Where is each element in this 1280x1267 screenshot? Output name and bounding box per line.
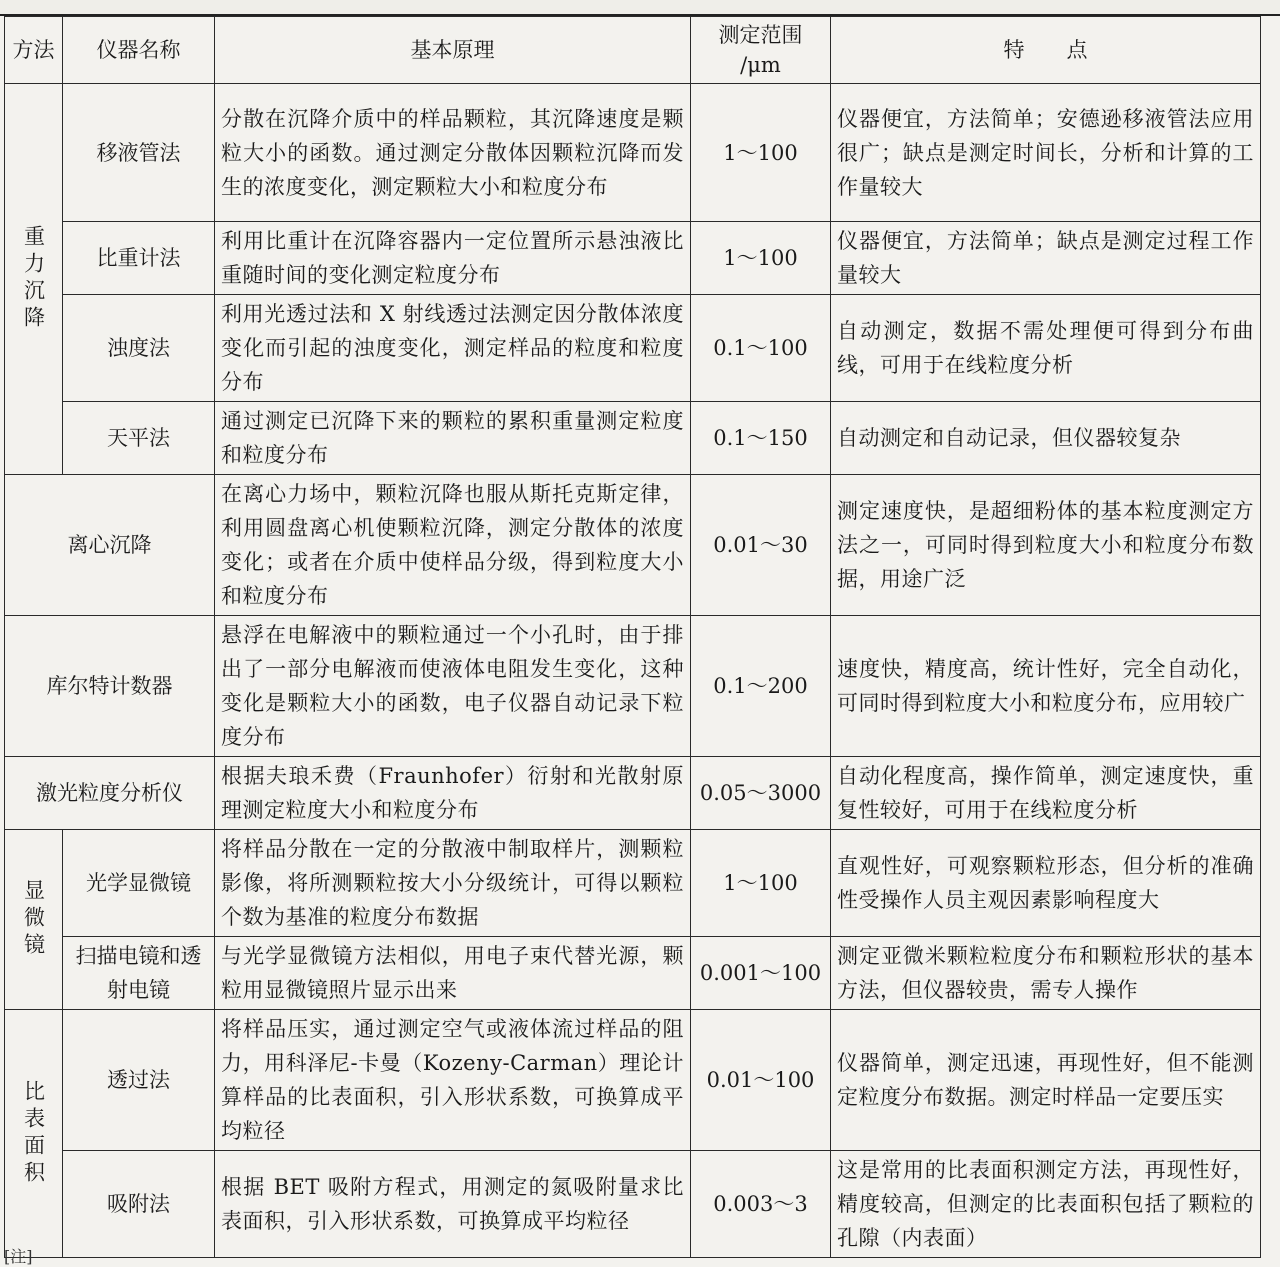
table-row <box>5 295 1261 402</box>
instrument-name: 光学显微镜 <box>63 830 215 937</box>
table-row <box>5 757 1261 830</box>
table-row <box>5 1010 1261 1151</box>
header-row <box>5 17 1261 84</box>
particle-size-instruments-table <box>4 16 1261 1266</box>
header-range-label: 测定范围 <box>718 23 803 47</box>
table-top-rule <box>0 0 1280 16</box>
header-instrument: 仪器名称 <box>63 17 215 84</box>
features-cell: 自动化程度高，操作简单，测定速度快，重复性较好，可用于在线粒度分析 <box>831 757 1261 830</box>
header-principle: 基本原理 <box>215 17 691 84</box>
principle-cell: 在离心力场中，颗粒沉降也服从斯托克斯定律，利用圆盘离心机使颗粒沉降，测定分散体的浓度变化；或者在介质中使样品分级，得到粒度大小和粒度分布 <box>215 475 691 616</box>
header-range-unit: /μm <box>740 53 781 77</box>
table-row <box>5 402 1261 475</box>
principle-cell: 根据 BET 吸附方程式，用测定的氮吸附量求比表面积，引入形状系数，可换算成平均粒径 <box>215 1151 691 1258</box>
instrument-name: 天平法 <box>63 402 215 475</box>
features-cell: 测定亚微米颗粒粒度分布和颗粒形状的基本方法，但仪器较贵，需专人操作 <box>831 937 1261 1010</box>
range-cell: 0.01～100 <box>691 1010 831 1151</box>
principle-cell: 将样品分散在一定的分散液中制取样片，测颗粒影像，将所测颗粒按大小分级统计，可得以颗粒个数为基准的粒度分布数据 <box>215 830 691 937</box>
instrument-name: 透过法 <box>63 1010 215 1151</box>
principle-cell: 根据夫琅禾费（Fraunhofer）衍射和光散射原理测定粒度大小和粒度分布 <box>215 757 691 830</box>
features-cell: 测定速度快，是超细粉体的基本粒度测定方法之一，可同时得到粒度大小和粒度分布数据，用途广泛 <box>831 475 1261 616</box>
table-row <box>5 937 1261 1010</box>
range-cell: 0.05～3000 <box>691 757 831 830</box>
header-method: 方法 <box>5 17 63 84</box>
instrument-name: 吸附法 <box>63 1151 215 1258</box>
features-cell: 仪器便宜，方法简单；安德逊移液管法应用很广；缺点是测定时间长，分析和计算的工作量较大 <box>831 84 1261 222</box>
instrument-name: 扫描电镜和透射电镜 <box>63 937 215 1010</box>
range-cell: 0.1～100 <box>691 295 831 402</box>
features-cell: 仪器简单，测定迅速，再现性好，但不能测定粒度分布数据。测定时样品一定要压实 <box>831 1010 1261 1151</box>
features-cell: 这是常用的比表面积测定方法，再现性好，精度较高，但测定的比表面积包括了颗粒的孔隙（内表面） <box>831 1151 1261 1258</box>
group-gravity-sedimentation: 重力沉降 <box>5 84 63 475</box>
principle-cell: 通过测定已沉降下来的颗粒的累积重量测定粒度和粒度分布 <box>215 402 691 475</box>
principle-cell: 利用光透过法和 X 射线透过法测定因分散体浓度变化而引起的浊度变化，测定样品的粒度和粒度分布 <box>215 295 691 402</box>
features-cell: 自动测定和自动记录，但仪器较复杂 <box>831 402 1261 475</box>
principle-cell: 分散在沉降介质中的样品颗粒，其沉降速度是颗粒大小的函数。通过测定分散体因颗粒沉降而发生的浓度变化，测定颗粒大小和粒度分布 <box>215 84 691 222</box>
principle-cell: 将样品压实，通过测定空气或液体流过样品的阻力，用科泽尼-卡曼（Kozeny-Carman）理论计算样品的比表面积，引入形状系数，可换算成平均粒径 <box>215 1010 691 1151</box>
instrument-name: 移液管法 <box>63 84 215 222</box>
features-cell: 仪器便宜，方法简单；缺点是测定过程工作量较大 <box>831 222 1261 295</box>
header-range <box>691 17 831 84</box>
instrument-name: 离心沉降 <box>5 475 215 616</box>
features-cell: 自动测定，数据不需处理便可得到分布曲线，可用于在线粒度分析 <box>831 295 1261 402</box>
range-cell: 1～100 <box>691 84 831 222</box>
range-cell: 0.01～30 <box>691 475 831 616</box>
instrument-name: 浊度法 <box>63 295 215 402</box>
principle-cell: 与光学显微镜方法相似，用电子束代替光源，颗粒用显微镜照片显示出来 <box>215 937 691 1010</box>
table-row <box>5 222 1261 295</box>
table-row <box>5 830 1261 937</box>
table-row <box>5 616 1261 757</box>
range-cell: 1～100 <box>691 830 831 937</box>
features-cell: 直观性好，可观察颗粒形态，但分析的准确性受操作人员主观因素影响程度大 <box>831 830 1261 937</box>
range-cell: 1～100 <box>691 222 831 295</box>
table-row <box>5 84 1261 222</box>
table-row <box>5 1151 1261 1258</box>
group-microscope: 显微镜 <box>5 830 63 1010</box>
principle-cell: 悬浮在电解液中的颗粒通过一个小孔时，由于排出了一部分电解液而使液体电阻发生变化，这种变化是颗粒大小的函数，电子仪器自动记录下粒度分布 <box>215 616 691 757</box>
table-row <box>5 475 1261 616</box>
range-cell: 0.1～150 <box>691 402 831 475</box>
instrument-name: 激光粒度分析仪 <box>5 757 215 830</box>
principle-cell: 利用比重计在沉降容器内一定位置所示悬浊液比重随时间的变化测定粒度分布 <box>215 222 691 295</box>
range-cell: 0.001～100 <box>691 937 831 1010</box>
range-cell: 0.1～200 <box>691 616 831 757</box>
footer-fragment: [注] <box>4 1247 33 1266</box>
instrument-name: 库尔特计数器 <box>5 616 215 757</box>
features-cell: 速度快，精度高，统计性好，完全自动化，可同时得到粒度大小和粒度分布，应用较广 <box>831 616 1261 757</box>
range-cell: 0.003～3 <box>691 1151 831 1258</box>
instrument-name: 比重计法 <box>63 222 215 295</box>
group-specific-surface: 比表面积 <box>5 1010 63 1258</box>
header-features: 特 点 <box>831 17 1261 84</box>
